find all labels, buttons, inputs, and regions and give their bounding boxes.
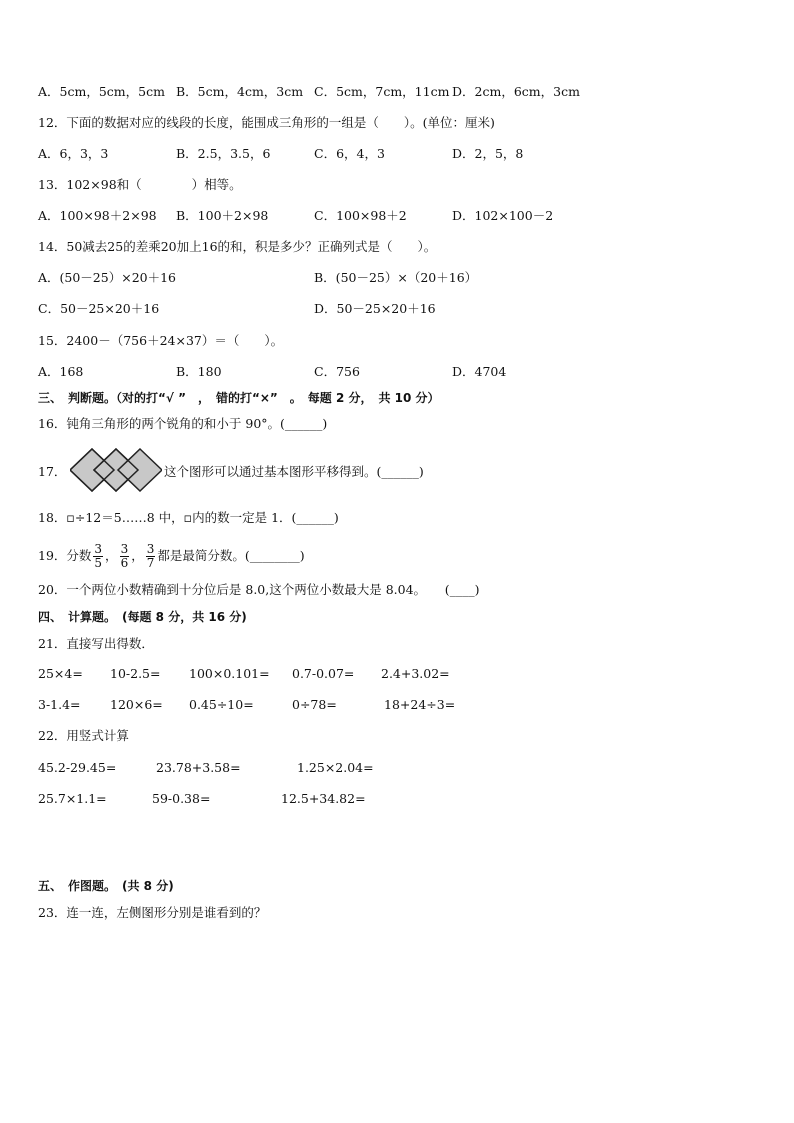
q13-stem: 13．102×98和（ ）相等。	[38, 177, 242, 192]
q22-item: 1.25×2.04=	[297, 760, 374, 775]
q11-option-b: B．5cm，4cm，3cm	[176, 84, 304, 99]
q14-option-a: A．(50－25）×20＋16	[38, 270, 177, 285]
q15-option-c: C．756	[314, 364, 360, 379]
q11-option-a: A．5cm，5cm，5cm	[38, 84, 165, 99]
q21-item: 10-2.5=	[110, 666, 161, 681]
fraction-2: $\frac{3}{6}$	[120, 542, 129, 570]
q12-option-a: A．6，3，3	[38, 146, 109, 161]
q21-item: 0.45÷10=	[189, 697, 254, 712]
q20-text: 20．一个两位小数精确到十分位后是 8.0,这个两位小数最大是 8.04。 (____)	[38, 582, 480, 597]
fraction-1: $\frac{3}{5}$	[94, 542, 103, 570]
q22-item: 45.2-29.45=	[38, 760, 117, 775]
q14-stem: 14．50减去25的差乘20加上16的和，积是多少？正确列式是（ ）。	[38, 239, 437, 254]
q21-item: 120×6=	[110, 697, 163, 712]
q18-text: 18．▫÷12＝5……8 中，▫内的数一定是 1．(______)	[38, 510, 339, 525]
q15-option-d: D．4704	[452, 364, 507, 379]
q12-option-d: D．2，5，8	[452, 146, 524, 161]
q23-stem: 23．连一连，左侧图形分别是谁看到的？	[38, 905, 267, 920]
q21-stem: 21．直接写出得数．	[38, 636, 154, 651]
q21-item: 25×4=	[38, 666, 83, 681]
q13-option-a: A．100×98＋2×98	[38, 208, 157, 223]
q13-option-d: D．102×100－2	[452, 208, 554, 223]
q19-suffix: 都是最简分数。(________)	[157, 548, 305, 563]
q15-stem: 15．2400－（756＋24×37）＝（ ）。	[38, 333, 284, 348]
section-3-heading: 三、 判断题。（对的打“√ ” ， 错的打“×” 。 每题 2 分， 共 10 分）	[38, 391, 440, 405]
q14-option-b: B．(50－25）×（20＋16）	[314, 270, 478, 285]
q11-option-c: C．5cm，7cm，11cm	[314, 84, 450, 99]
q17-text: 这个图形可以通过基本图形平移得到。(______)	[164, 464, 424, 479]
q14-option-c: C．50－25×20＋16	[38, 301, 160, 316]
q16-text: 16．钝角三角形的两个锐角的和小于 90°。(______)	[38, 416, 328, 431]
q22-stem: 22．用竖式计算	[38, 728, 129, 743]
q21-item: 3-1.4=	[38, 697, 81, 712]
q15-option-a: A．168	[38, 364, 84, 379]
q19: 19．分数 $\frac{3}{5}$ ， $\frac{3}{6}$ ， $\frac{3}{7}$ 都是最简分数。(________)	[38, 542, 305, 570]
q21-item: 0.7-0.07=	[292, 666, 355, 681]
q17-number: 17．	[38, 464, 67, 479]
q12-stem: 12．下面的数据对应的线段的长度，能围成三角形的一组是（ ）。(单位：厘米)	[38, 115, 495, 130]
q11-option-d: D．2cm，6cm，3cm	[452, 84, 580, 99]
q12-option-b: B．2.5，3.5，6	[176, 146, 271, 161]
q12-option-c: C．6，4，3	[314, 146, 385, 161]
q14-option-d: D．50－25×20＋16	[314, 301, 436, 316]
fraction-3: $\frac{3}{7}$	[146, 542, 155, 570]
q22-item: 25.7×1.1=	[38, 791, 107, 806]
q13-option-c: C．100×98＋2	[314, 208, 407, 223]
q21-item: 100×0.101=	[189, 666, 270, 681]
q22-item: 12.5+34.82=	[281, 791, 366, 806]
q21-item: 2.4+3.02=	[381, 666, 450, 681]
translated-squares-figure	[70, 448, 162, 492]
q22-item: 59-0.38=	[152, 791, 211, 806]
q13-option-b: B．100＋2×98	[176, 208, 269, 223]
q15-option-b: B．180	[176, 364, 222, 379]
q19-prefix: 19．分数	[38, 548, 92, 563]
q21-item: 0÷78=	[292, 697, 337, 712]
q21-item: 18+24÷3=	[384, 697, 456, 712]
section-4-heading: 四、 计算题。 (每题 8 分，共 16 分)	[38, 610, 247, 624]
section-5-heading: 五、 作图题。 (共 8 分)	[38, 879, 174, 893]
q22-item: 23.78+3.58=	[156, 760, 241, 775]
